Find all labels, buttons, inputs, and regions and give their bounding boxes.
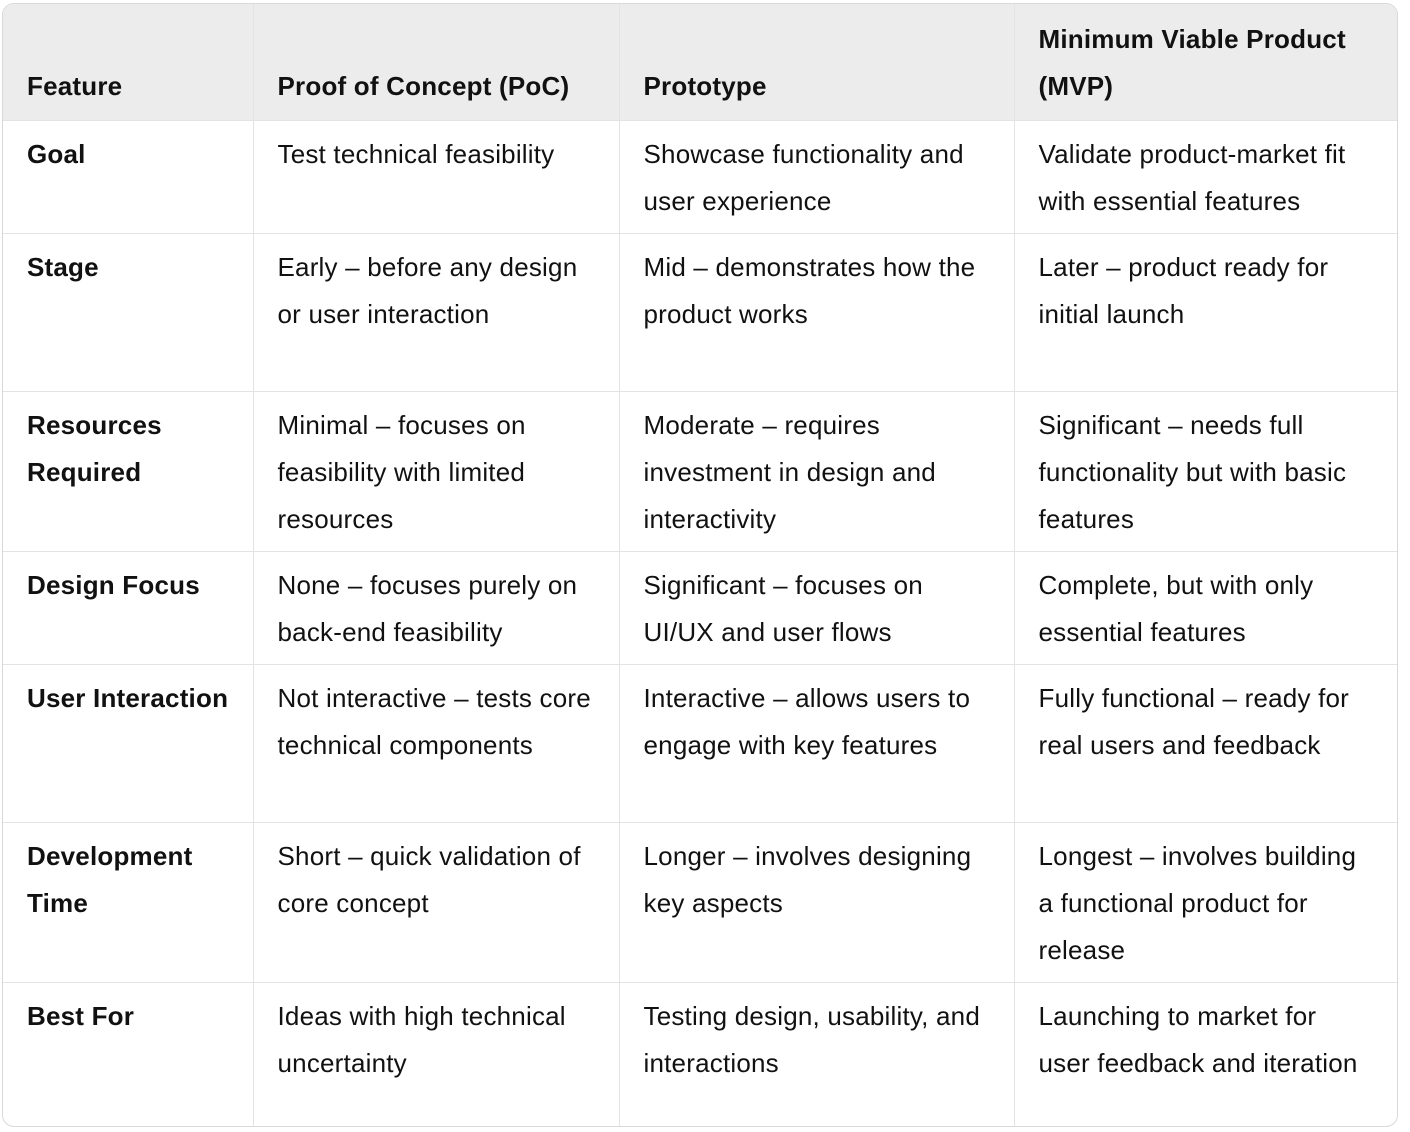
cell-mvp: Validate product-market fit with essential features	[1014, 121, 1398, 234]
cell-feature: Stage	[3, 234, 253, 392]
cell-prototype: Moderate – requires investment in design and interactivity	[619, 392, 1014, 552]
header-feature: Feature	[3, 4, 253, 121]
table-body	[3, 121, 1398, 1128]
cell-feature: Development Time	[3, 823, 253, 983]
table-header	[3, 4, 1398, 121]
header-row	[3, 4, 1398, 121]
header-poc: Proof of Concept (PoC)	[253, 4, 619, 121]
cell-mvp: Later – product ready for initial launch	[1014, 234, 1398, 392]
cell-poc: Short – quick validation of core concept	[253, 823, 619, 983]
cell-prototype: Interactive – allows users to engage with key features	[619, 665, 1014, 823]
cell-prototype: Longer – involves designing key aspects	[619, 823, 1014, 983]
cell-poc: Not interactive – tests core technical components	[253, 665, 619, 823]
cell-poc: Early – before any design or user interaction	[253, 234, 619, 392]
cell-feature: Design Focus	[3, 552, 253, 665]
cell-prototype: Significant – focuses on UI/UX and user flows	[619, 552, 1014, 665]
table-row-best-for	[3, 983, 1398, 1128]
cell-prototype: Showcase functionality and user experience	[619, 121, 1014, 234]
cell-mvp: Longest – involves building a functional product for release	[1014, 823, 1398, 983]
cell-prototype: Mid – demonstrates how the product works	[619, 234, 1014, 392]
table-row-stage	[3, 234, 1398, 392]
comparison-table	[3, 4, 1398, 1127]
cell-prototype: Testing design, usability, and interactions	[619, 983, 1014, 1128]
cell-poc: Minimal – focuses on feasibility with limited resources	[253, 392, 619, 552]
header-prototype: Prototype	[619, 4, 1014, 121]
cell-poc: Test technical feasibility	[253, 121, 619, 234]
cell-poc: Ideas with high technical uncertainty	[253, 983, 619, 1128]
header-mvp: Minimum Viable Product (MVP)	[1014, 4, 1398, 121]
table-row-design-focus	[3, 552, 1398, 665]
cell-feature: Goal	[3, 121, 253, 234]
table-row-resources-required	[3, 392, 1398, 552]
cell-mvp: Significant – needs full functionality but with basic features	[1014, 392, 1398, 552]
cell-feature: Resources Required	[3, 392, 253, 552]
cell-mvp: Complete, but with only essential features	[1014, 552, 1398, 665]
table-row-user-interaction	[3, 665, 1398, 823]
cell-feature: Best For	[3, 983, 253, 1128]
table-row-goal	[3, 121, 1398, 234]
table-row-development-time	[3, 823, 1398, 983]
cell-mvp: Fully functional – ready for real users and feedback	[1014, 665, 1398, 823]
cell-feature: User Interaction	[3, 665, 253, 823]
cell-poc: None – focuses purely on back-end feasibility	[253, 552, 619, 665]
cell-mvp: Launching to market for user feedback and iteration	[1038, 1001, 1358, 1078]
comparison-table-container	[2, 3, 1398, 1127]
